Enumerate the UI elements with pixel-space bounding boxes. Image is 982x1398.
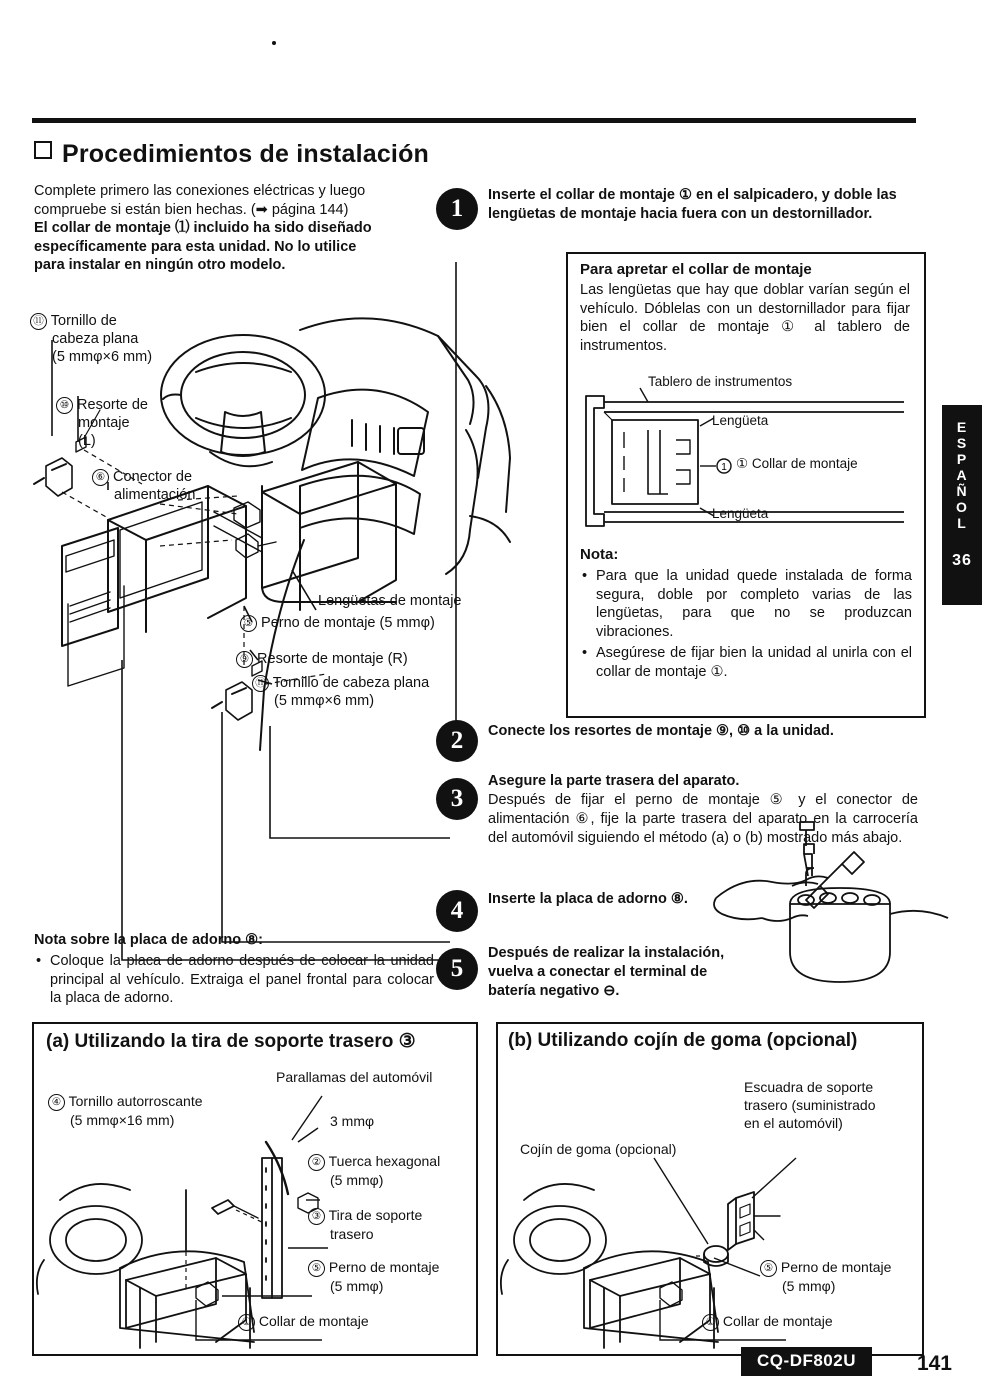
intro-bold-3: para instalar en ningún otro modelo. [34, 257, 286, 273]
panel-a-title: (a) Utilizando la tira de soporte trasero ③ [46, 1031, 416, 1052]
label-mounting-spring-l: ⑩ Resorte de montaje (L) [56, 396, 206, 450]
tighten-collar-title: Para apretar el collar de montaje [580, 261, 812, 278]
label-power-connector: ⑥ Conector de alimentación [92, 468, 252, 504]
tighten-collar-body: Las lengüetas que hay que doblar varían según el vehículo. Dóblelas con un destornillador para fijar bien el collar de montaje ① al tablero de instrumentos. [580, 282, 910, 354]
intro-line-1: Complete primero las conexiones eléctricas y luego [34, 183, 366, 199]
intro-bold-1: El collar de montaje ⑴ incluido ha sido diseñado [34, 220, 372, 236]
intro-line-2: compruebe si están bien hechas. (➡ página 144) [34, 201, 349, 218]
label-collar: ① Collar de montaje [736, 456, 858, 471]
label-firewall: Parallamas del automóvil [276, 1069, 433, 1085]
label-tab-bottom: Lengüeta [712, 506, 769, 521]
label-mounting-bolt: ⑤ Perno de montaje (5 mmφ) [240, 614, 435, 632]
note-item: • Para que la unidad quede instalada de forma segura, doble por completo varias de las lengüetas, para que no se produzcan vibraciones. [596, 567, 912, 641]
label-hex-nut: ② Tuerca hexagonal (5 mmφ) [308, 1152, 468, 1189]
trim-plate-note-title: Nota sobre la placa de adorno ⑧: [34, 932, 263, 948]
label-rear-bracket: Escuadra de soporte trasero (suministrado en el automóvil) [744, 1079, 876, 1131]
step-1-badge: 1 [436, 188, 478, 230]
label-dashboard: Tablero de instrumentos [648, 374, 793, 389]
language-tab: E S P A Ñ O L 36 [942, 405, 982, 605]
step-2-badge: 2 [436, 720, 478, 762]
step-2-text: Conecte los resortes de montaje ⑨, ⑩ a la unidad. [488, 723, 834, 739]
label-dimension: 3 mmφ [330, 1113, 375, 1129]
label-collar-b: ① Collar de montaje [702, 1312, 833, 1331]
note-title: Nota: [580, 546, 619, 563]
label-support-strip: ③ Tira de soporte trasero [308, 1206, 468, 1243]
step-1-text: Inserte el collar de montaje ① en el salpicadero, y doble las lengüetas de montaje hacia fuera con un destornillador. [488, 187, 897, 222]
svg-text:1: 1 [721, 462, 727, 473]
label-mounting-bolt-a: ⑤ Perno de montaje (5 mmφ) [308, 1258, 478, 1295]
step-4-badge: 4 [436, 890, 478, 932]
label-rubber-cushion: Cojín de goma (opcional) [520, 1141, 677, 1157]
step-4-text: Inserte la placa de adorno ⑧. [488, 891, 688, 907]
model-badge: CQ-DF802U [741, 1347, 872, 1376]
step-5-text: Después de realizar la instalación, vuelva a conectar el terminal de batería negativo ⊖. [488, 945, 725, 999]
label-flat-head-screw: ⑪ Tornillo de cabeza plana (5 mmφ×6 mm) [30, 312, 190, 366]
step-5-badge: 5 [436, 948, 478, 990]
trim-plate-note-item: • Coloque la placa de adorno después de colocar la unidad principal al vehículo. Extraiga el panel frontal para colocar la placa de adorno. [50, 952, 434, 1008]
page-title: Procedimientos de instalación [34, 140, 429, 169]
step-3-text: Asegure la parte trasera del aparato. Después de fijar el perno de montaje ⑤ y el conector de alimentación ⑥, fije la parte trasera del aparato en la carrocería del automóvil siguiendo el método (a) o (b) mostrado más abajo. [488, 773, 918, 846]
label-tapping-screw: ④ Tornillo autorroscante (5 mmφ×16 mm) [48, 1092, 268, 1129]
language-tab-number: 36 [952, 552, 972, 569]
label-mounting-spring-r: ⑨ Resorte de montaje (R) [236, 650, 408, 668]
label-collar-a: ① Collar de montaje [238, 1312, 369, 1331]
label-mounting-bolt-b: ⑤ Perno de montaje (5 mmφ) [760, 1258, 920, 1295]
intro-bold-2: específicamente para esta unidad. No lo utilice [34, 238, 357, 255]
page-number: 141 [916, 1352, 952, 1375]
label-mounting-tabs: Lengüetas de montaje [318, 593, 462, 609]
panel-b-title: (b) Utilizando cojín de goma (opcional) [508, 1030, 858, 1051]
step-3-badge: 3 [436, 778, 478, 820]
label-flat-head-screw-r: ⑪ Tornillo de cabeza plana (5 mmφ×6 mm) [252, 674, 482, 710]
note-item: • Asegúrese de fijar bien la unidad al unirla con el collar de montaje ①. [596, 644, 912, 681]
label-tab-top: Lengüeta [712, 413, 769, 428]
